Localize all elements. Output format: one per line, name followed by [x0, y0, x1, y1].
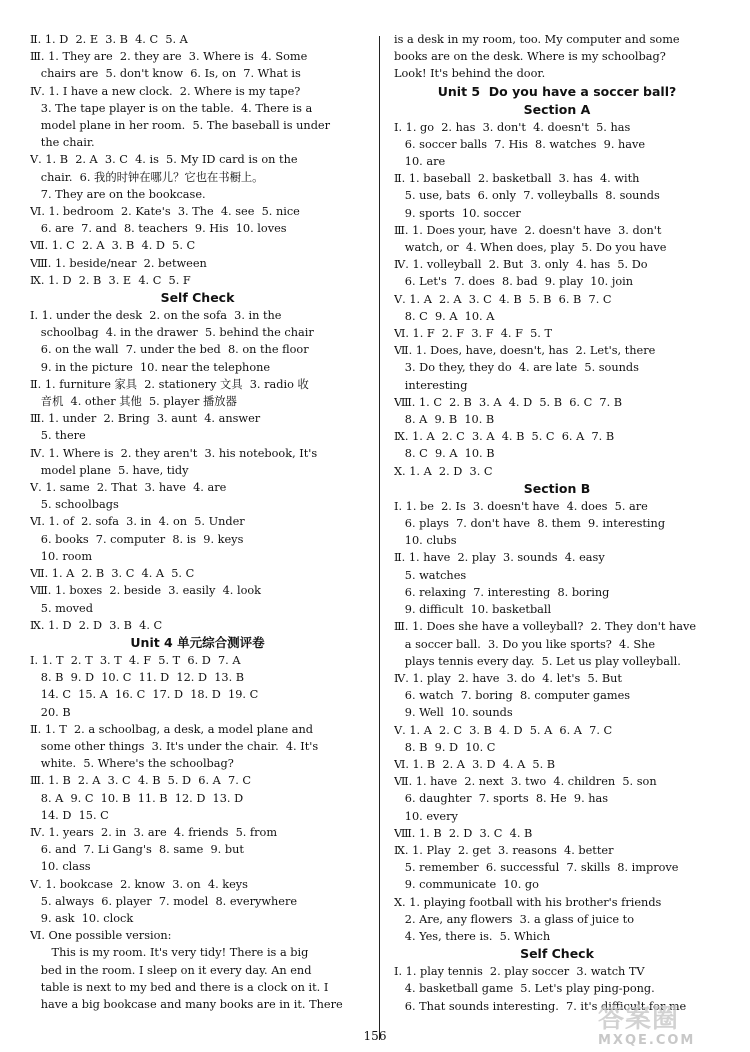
- answer-line: Ⅳ. 1. I have a new clock. 2. Where is my tape?: [30, 84, 301, 98]
- section-heading: Self Check: [160, 290, 235, 306]
- answer-line: Ⅱ. 1. T 2. a schoolbag, a desk, a model plane and: [30, 722, 314, 736]
- answer-line: 9. Well 10. sounds: [394, 706, 513, 720]
- answer-line: 20. B: [30, 705, 71, 719]
- answer-line: 5. there: [30, 429, 86, 443]
- answer-line: 音机 4. other 其他 5. player 播放器: [30, 395, 237, 409]
- answer-line: 6. That sounds interesting. 7. it's difficult for me: [394, 999, 687, 1013]
- answer-line: 6. are 7. and 8. teachers 9. His 10. loves: [30, 222, 287, 236]
- answer-line: 3. Do they, they do 4. are late 5. sounds: [394, 361, 639, 375]
- answer-line: a soccer ball. 3. Do you like sports? 4. She: [394, 637, 656, 651]
- answer-line: 8. A 9. C 10. B 11. B 12. D 13. D: [30, 791, 244, 805]
- left-column: [30, 31, 365, 1013]
- answer-line: have a big bookcase and many books are in it. There: [30, 997, 343, 1011]
- answer-line: 6. books 7. computer 8. is 9. keys: [30, 532, 244, 546]
- answer-line: is a desk in my room, too. My computer and some: [394, 33, 680, 46]
- answer-line: Ⅱ. 1. D 2. E 3. B 4. C 5. A: [30, 33, 188, 46]
- answer-line: 8. B 9. D 10. C: [394, 740, 496, 754]
- section-heading: Section B: [523, 480, 591, 496]
- answer-line: This is my room. It's very tidy! There is a big: [30, 946, 309, 960]
- answer-line: Ⅴ. 1. bookcase 2. know 3. on 4. keys: [30, 877, 248, 891]
- answer-line: 6. plays 7. don't have 8. them 9. interesting: [394, 517, 666, 531]
- section-heading: Unit 5 Do you have a soccer ball?: [437, 83, 677, 99]
- answer-line: Ⅳ. 1. Where is 2. they aren't 3. his notebook, It's: [30, 446, 318, 460]
- site-watermark: [598, 1004, 728, 1048]
- answer-line: 8. B 9. D 10. C 11. D 12. D 13. B: [30, 671, 245, 685]
- page-number: 156: [363, 1029, 387, 1043]
- answer-line: 8. A 9. B 10. B: [394, 413, 495, 427]
- answer-line: 5. use, bats 6. only 7. volleyballs 8. sounds: [394, 189, 660, 203]
- answer-line: 8. C 9. A 10. B: [394, 447, 495, 461]
- answer-line: Ⅴ. 1. A 2. A 3. C 4. B 5. B 6. B 7. C: [394, 292, 612, 306]
- answer-line: 7. They are on the bookcase.: [30, 187, 206, 201]
- answer-line: Ⅲ. 1. Does your, have 2. doesn't have 3. don't: [394, 223, 662, 237]
- answer-line: some other things 3. It's under the chair. 4. It's: [30, 739, 319, 753]
- answer-line: Ⅷ. 1. C 2. B 3. A 4. D 5. B 6. C 7. B: [394, 395, 623, 409]
- watermark-logo-text: 答案圈: [598, 1004, 680, 1034]
- answer-line: plays tennis every day. 5. Let us play volleyball.: [394, 654, 681, 668]
- answer-line: model plane in her room. 5. The baseball is under: [30, 119, 331, 133]
- answer-line: watch, or 4. When does, play 5. Do you have: [394, 241, 667, 255]
- answer-line: Ⅰ. 1. play tennis 2. play soccer 3. watch TV: [394, 965, 645, 979]
- answer-line: Ⅰ. 1. T 2. T 3. T 4. F 5. T 6. D 7. A: [30, 653, 241, 667]
- answer-line: 8. C 9. A 10. A: [394, 309, 495, 323]
- answer-line: Ⅵ. 1. bedroom 2. Kate's 3. The 4. see 5. nice: [30, 205, 300, 219]
- answer-line: Ⅶ. 1. Does, have, doesn't, has 2. Let's, there: [394, 344, 656, 358]
- answer-line: Ⅲ. 1. They are 2. they are 3. Where is 4. Some: [30, 50, 308, 64]
- answer-line: 4. Yes, there is. 5. Which: [394, 929, 551, 943]
- section-heading: Self Check: [520, 946, 594, 962]
- answer-line: Ⅲ. 1. B 2. A 3. C 4. B 5. D 6. A 7. C: [30, 774, 252, 788]
- answer-line: Ⅶ. 1. C 2. A 3. B 4. D 5. C: [30, 239, 196, 253]
- answer-line: interesting: [394, 378, 468, 392]
- answer-line: Ⅸ. 1. Play 2. get 3. reasons 4. better: [394, 843, 614, 857]
- answer-line: Ⅸ. 1. A 2. C 3. A 4. B 5. C 6. A 7. B: [394, 430, 615, 444]
- column-divider: [379, 36, 380, 1040]
- answer-line: Ⅵ. 1. of 2. sofa 3. in 4. on 5. Under: [30, 515, 245, 529]
- answer-line: Ⅸ. 1. D 2. B 3. E 4. C 5. F: [30, 273, 191, 287]
- answer-line: bed in the room. I sleep on it every day. An end: [30, 963, 312, 977]
- answer-line: Ⅵ. One possible version:: [30, 929, 172, 943]
- answer-line: 3. The tape player is on the table. 4. There is a: [30, 101, 313, 115]
- answer-line: Ⅳ. 1. volleyball 2. But 3. only 4. has 5. Do: [394, 258, 648, 272]
- answer-line: 4. basketball game 5. Let's play ping-pong.: [394, 982, 655, 996]
- answer-line: 10. every: [394, 809, 458, 823]
- answer-line: chair. 6. 我的时钟在哪儿？它也在书橱上。: [30, 170, 264, 184]
- answer-line: 5. schoolbags: [30, 498, 119, 512]
- answer-line: Ⅲ. 1. Does she have a volleyball? 2. They don't have: [394, 620, 697, 634]
- answer-line: Ⅶ. 1. A 2. B 3. C 4. A 5. C: [30, 567, 195, 581]
- answer-line: Ⅹ. 1. A 2. D 3. C: [394, 464, 493, 478]
- answer-line: 6. soccer balls 7. His 8. watches 9. have: [394, 137, 646, 151]
- answer-line: 5. watches: [394, 568, 467, 582]
- answer-line: 5. always 6. player 7. model 8. everywhere: [30, 894, 298, 908]
- answer-line: 9. in the picture 10. near the telephone: [30, 360, 271, 374]
- answer-line: Ⅸ. 1. D 2. D 3. B 4. C: [30, 618, 163, 632]
- answer-line: 10. are: [394, 155, 446, 169]
- answer-line: Ⅹ. 1. playing football with his brother's friends: [394, 895, 662, 909]
- answer-line: Ⅷ. 1. boxes 2. beside 3. easily 4. look: [30, 584, 262, 598]
- answer-line: Ⅵ. 1. F 2. F 3. F 4. F 5. T: [394, 327, 553, 341]
- answer-line: 9. sports 10. soccer: [394, 206, 521, 220]
- watermark-url: MXQE.COM: [598, 1033, 696, 1048]
- answer-line: Ⅳ. 1. years 2. in 3. are 4. friends 5. from: [30, 825, 278, 839]
- answer-line: Ⅰ. 1. go 2. has 3. don't 4. doesn't 5. has: [394, 120, 631, 134]
- answer-line: Ⅰ. 1. be 2. Is 3. doesn't have 4. does 5. are: [394, 499, 648, 513]
- answer-line: 10. clubs: [394, 534, 457, 548]
- answer-line: 6. and 7. Li Gang's 8. same 9. but: [30, 843, 244, 857]
- answer-line: Look! It's behind the door.: [394, 67, 546, 81]
- answer-line: the chair.: [30, 136, 95, 150]
- answer-line: Ⅴ. 1. B 2. A 3. C 4. is 5. My ID card is on the: [30, 153, 298, 167]
- answer-line: 6. on the wall 7. under the bed 8. on the floor: [30, 343, 309, 357]
- answer-line: Ⅲ. 1. under 2. Bring 3. aunt 4. answer: [30, 412, 261, 426]
- answer-line: white. 5. Where's the schoolbag?: [30, 757, 234, 771]
- answer-line: books are on the desk. Where is my schoolbag?: [394, 50, 666, 64]
- answer-line: Ⅱ. 1. baseball 2. basketball 3. has 4. with: [394, 172, 640, 186]
- answer-line: Ⅰ. 1. under the desk 2. on the sofa 3. in the: [30, 309, 282, 323]
- answer-line: 6. relaxing 7. interesting 8. boring: [394, 585, 610, 599]
- section-heading: Section A: [523, 101, 591, 117]
- answer-line: Ⅱ. 1. furniture 家具 2. stationery 文具 3. radio 收: [30, 377, 309, 391]
- answer-line: 14. D 15. C: [30, 808, 109, 822]
- answer-line: 6. Let's 7. does 8. bad 9. play 10. join: [394, 275, 634, 289]
- answer-line: table is next to my bed and there is a clock on it. I: [30, 980, 329, 994]
- answer-line: 9. communicate 10. go: [394, 878, 539, 892]
- answer-line: 5. moved: [30, 601, 93, 615]
- answer-line: Ⅵ. 1. B 2. A 3. D 4. A 5. B: [394, 757, 556, 771]
- answer-line: Ⅱ. 1. have 2. play 3. sounds 4. easy: [394, 551, 605, 565]
- answer-line: 14. C 15. A 16. C 17. D 18. D 19. C: [30, 688, 259, 702]
- answer-line: schoolbag 4. in the drawer 5. behind the chair: [30, 326, 314, 340]
- answer-line: chairs are 5. don't know 6. Is, on 7. What is: [30, 67, 301, 81]
- answer-line: 5. remember 6. successful 7. skills 8. improve: [394, 861, 679, 875]
- answer-line: 2. Are, any flowers 3. a glass of juice to: [394, 912, 634, 926]
- answer-line: 9. ask 10. clock: [30, 911, 134, 925]
- answer-line: 6. watch 7. boring 8. computer games: [394, 689, 631, 703]
- right-column: [394, 31, 720, 1015]
- answer-line: 10. room: [30, 549, 93, 563]
- answer-line: Ⅷ. 1. B 2. D 3. C 4. B: [394, 826, 533, 840]
- answer-line: 9. difficult 10. basketball: [394, 603, 552, 617]
- answer-line: Ⅴ. 1. same 2. That 3. have 4. are: [30, 481, 227, 495]
- answer-line: 6. daughter 7. sports 8. He 9. has: [394, 792, 609, 806]
- answer-line: model plane 5. have, tidy: [30, 463, 189, 477]
- answer-line: Ⅷ. 1. beside/near 2. between: [30, 256, 207, 270]
- section-heading: Unit 4 单元综合测评卷: [130, 634, 265, 650]
- answer-line: Ⅳ. 1. play 2. have 3. do 4. let's 5. But: [394, 671, 622, 685]
- answer-line: Ⅴ. 1. A 2. C 3. B 4. D 5. A 6. A 7. C: [394, 723, 613, 737]
- answer-line: Ⅶ. 1. have 2. next 3. two 4. children 5. son: [394, 775, 657, 789]
- answer-line: 10. class: [30, 860, 91, 874]
